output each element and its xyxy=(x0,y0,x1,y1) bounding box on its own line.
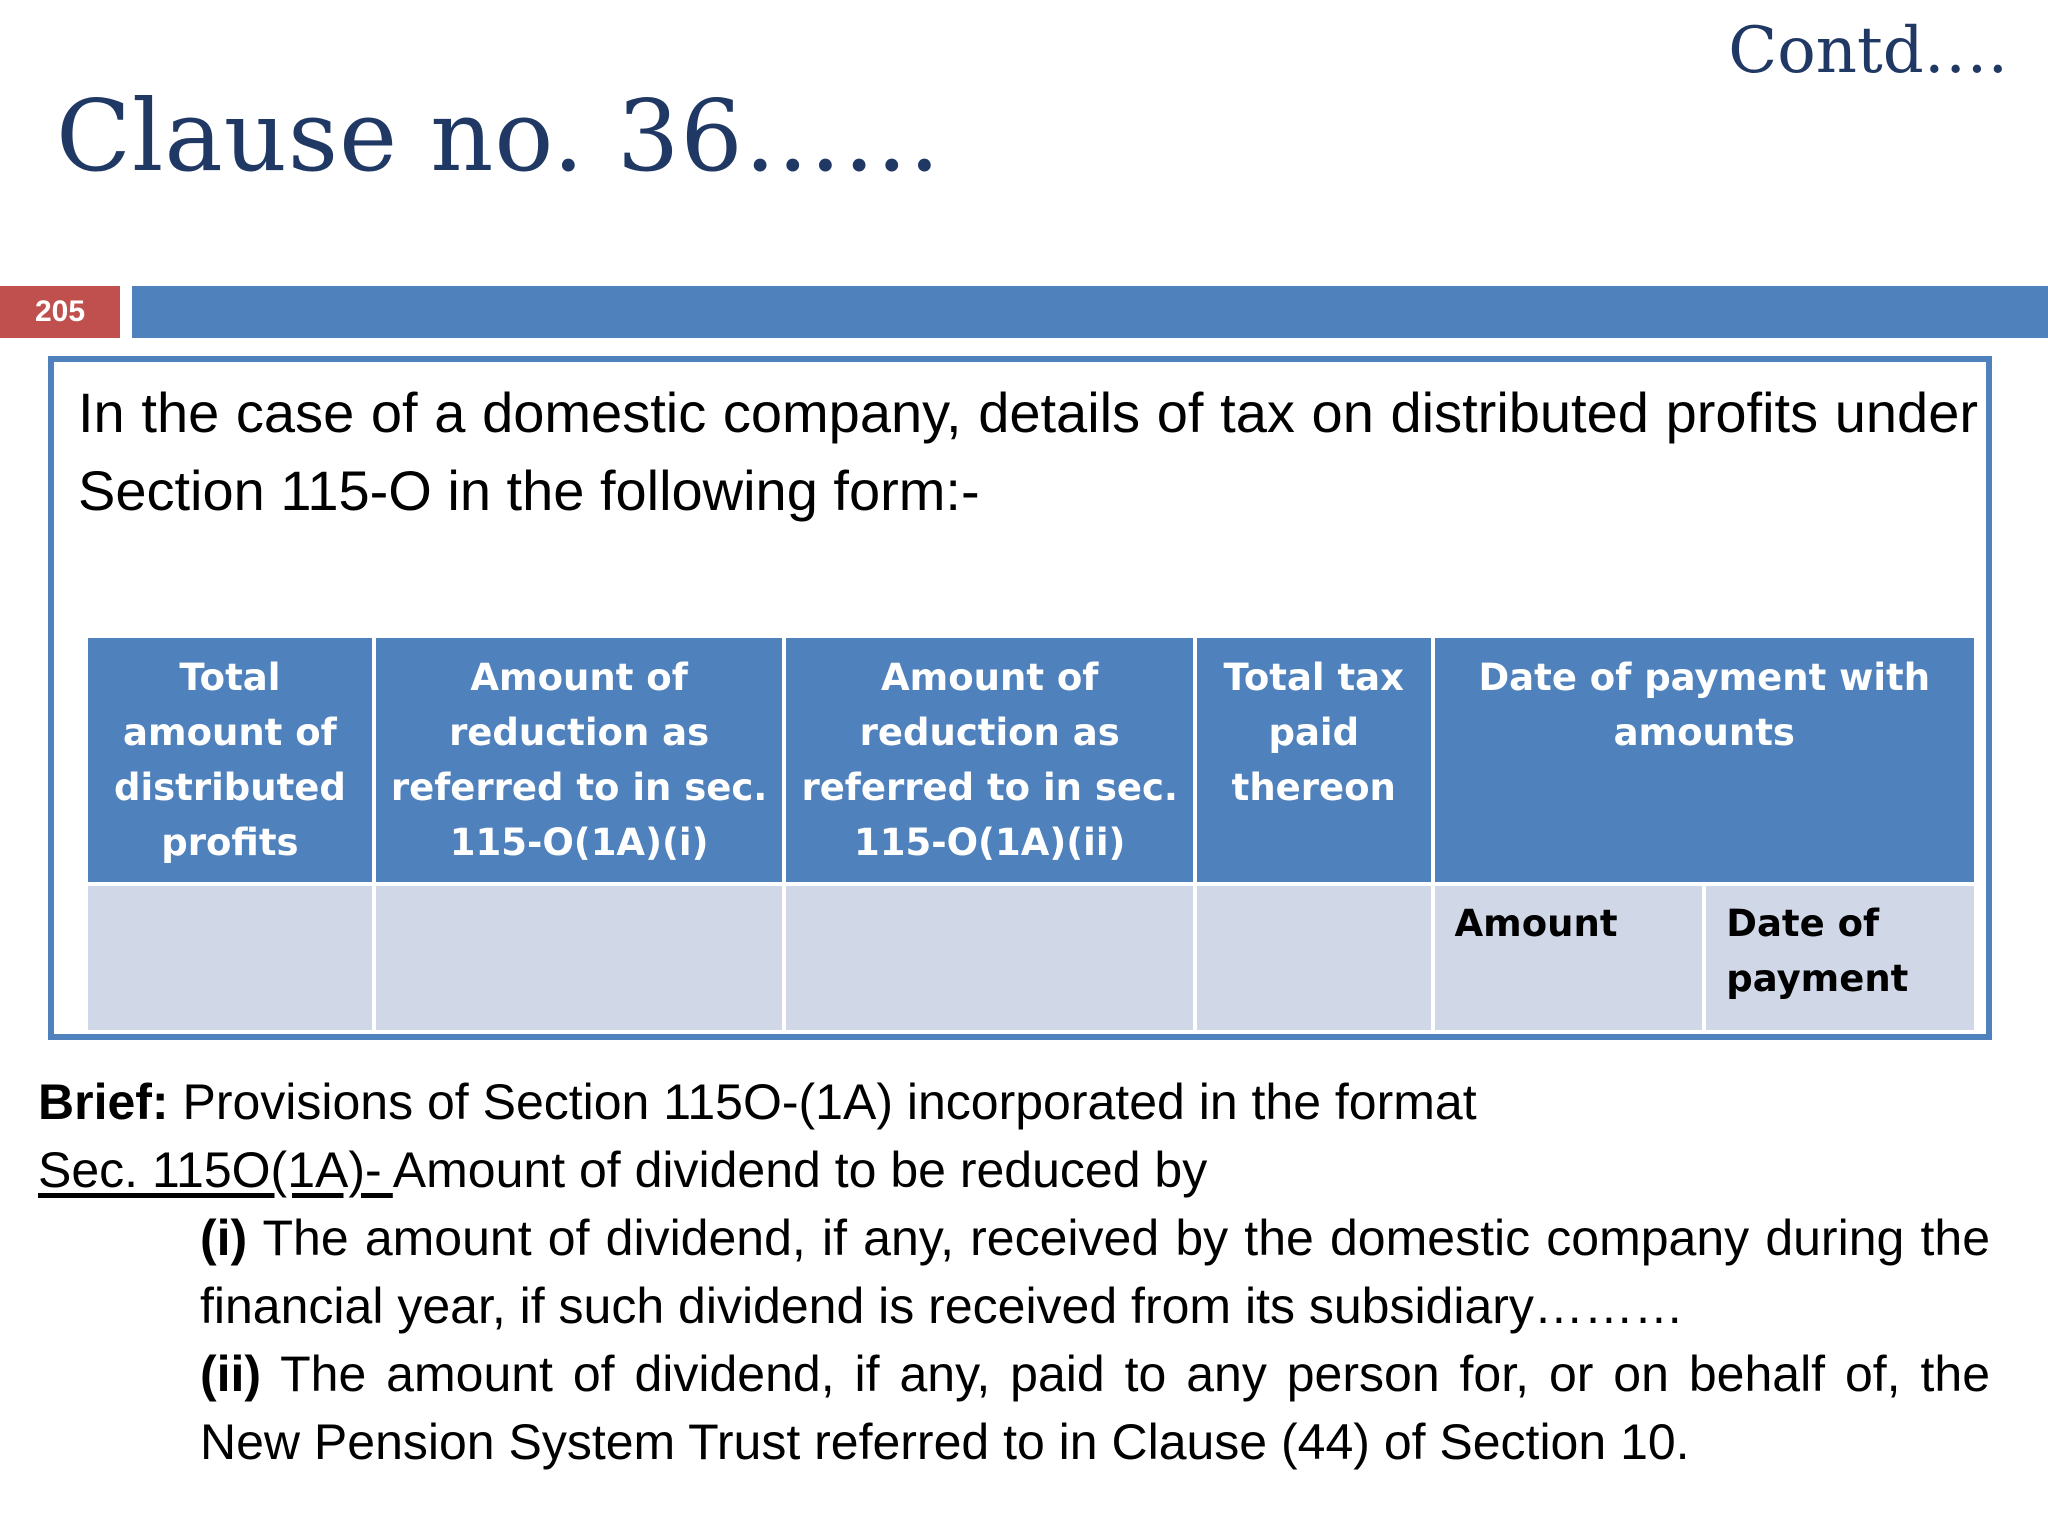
header-reduction-ii: Amount of reduction as referred to in sec. 115-O(1A)(ii) xyxy=(786,638,1193,882)
subheader-date-of-payment: Date of payment xyxy=(1706,886,1974,1030)
header-date-of-payment: Date of payment with amounts xyxy=(1435,638,1974,882)
cell-total-tax-paid xyxy=(1197,886,1431,1030)
content-box xyxy=(48,356,1992,1040)
brief-text: Provisions of Section 115O-(1A) incorporated in the format xyxy=(168,1074,1477,1130)
provision-item-ii xyxy=(200,1340,1990,1476)
cell-reduction-i xyxy=(376,886,783,1030)
provision-marker-i: (i) xyxy=(200,1210,248,1266)
brief-section xyxy=(38,1068,2018,1476)
brief-label: Brief: xyxy=(38,1074,169,1130)
section-ref: Sec. 115O(1A)- xyxy=(38,1142,393,1198)
table-header-row xyxy=(88,638,1974,882)
header-total-tax-paid: Total tax paid thereon xyxy=(1197,638,1431,882)
cell-reduction-ii xyxy=(786,886,1193,1030)
header-band xyxy=(132,286,2048,338)
provision-item-i xyxy=(200,1204,1990,1340)
provision-marker-ii: (ii) xyxy=(200,1346,262,1402)
intro-text: In the case of a domestic company, details of tax on distributed profits under Section 115-O in the following form:- xyxy=(78,381,1978,522)
header-total-distributed-profits: Total amount of distributed profits xyxy=(88,638,372,882)
provision-text-ii: The amount of dividend, if any, paid to any person for, or on behalf of, the New Pension System Trust referred to in Clause (44) of Section 10. xyxy=(200,1346,1990,1470)
cell-total-distributed-profits xyxy=(88,886,372,1030)
subheader-amount: Amount xyxy=(1435,886,1703,1030)
section-line xyxy=(38,1136,2018,1204)
slide-title: Clause no. 36…… xyxy=(56,80,942,194)
slide-number-badge: 205 xyxy=(0,286,120,338)
contd-label: Contd…. xyxy=(1728,14,2008,88)
section-text: Amount of dividend to be reduced by xyxy=(392,1142,1208,1198)
provision-text-i: The amount of dividend, if any, received by the domestic company during the financial year, if such dividend is received from its subsidiary……… xyxy=(200,1210,1990,1334)
brief-line xyxy=(38,1068,2018,1136)
header-reduction-i: Amount of reduction as referred to in sec. 115-O(1A)(i) xyxy=(376,638,783,882)
table-row xyxy=(88,886,1974,1030)
tax-form-table xyxy=(84,634,1978,1034)
